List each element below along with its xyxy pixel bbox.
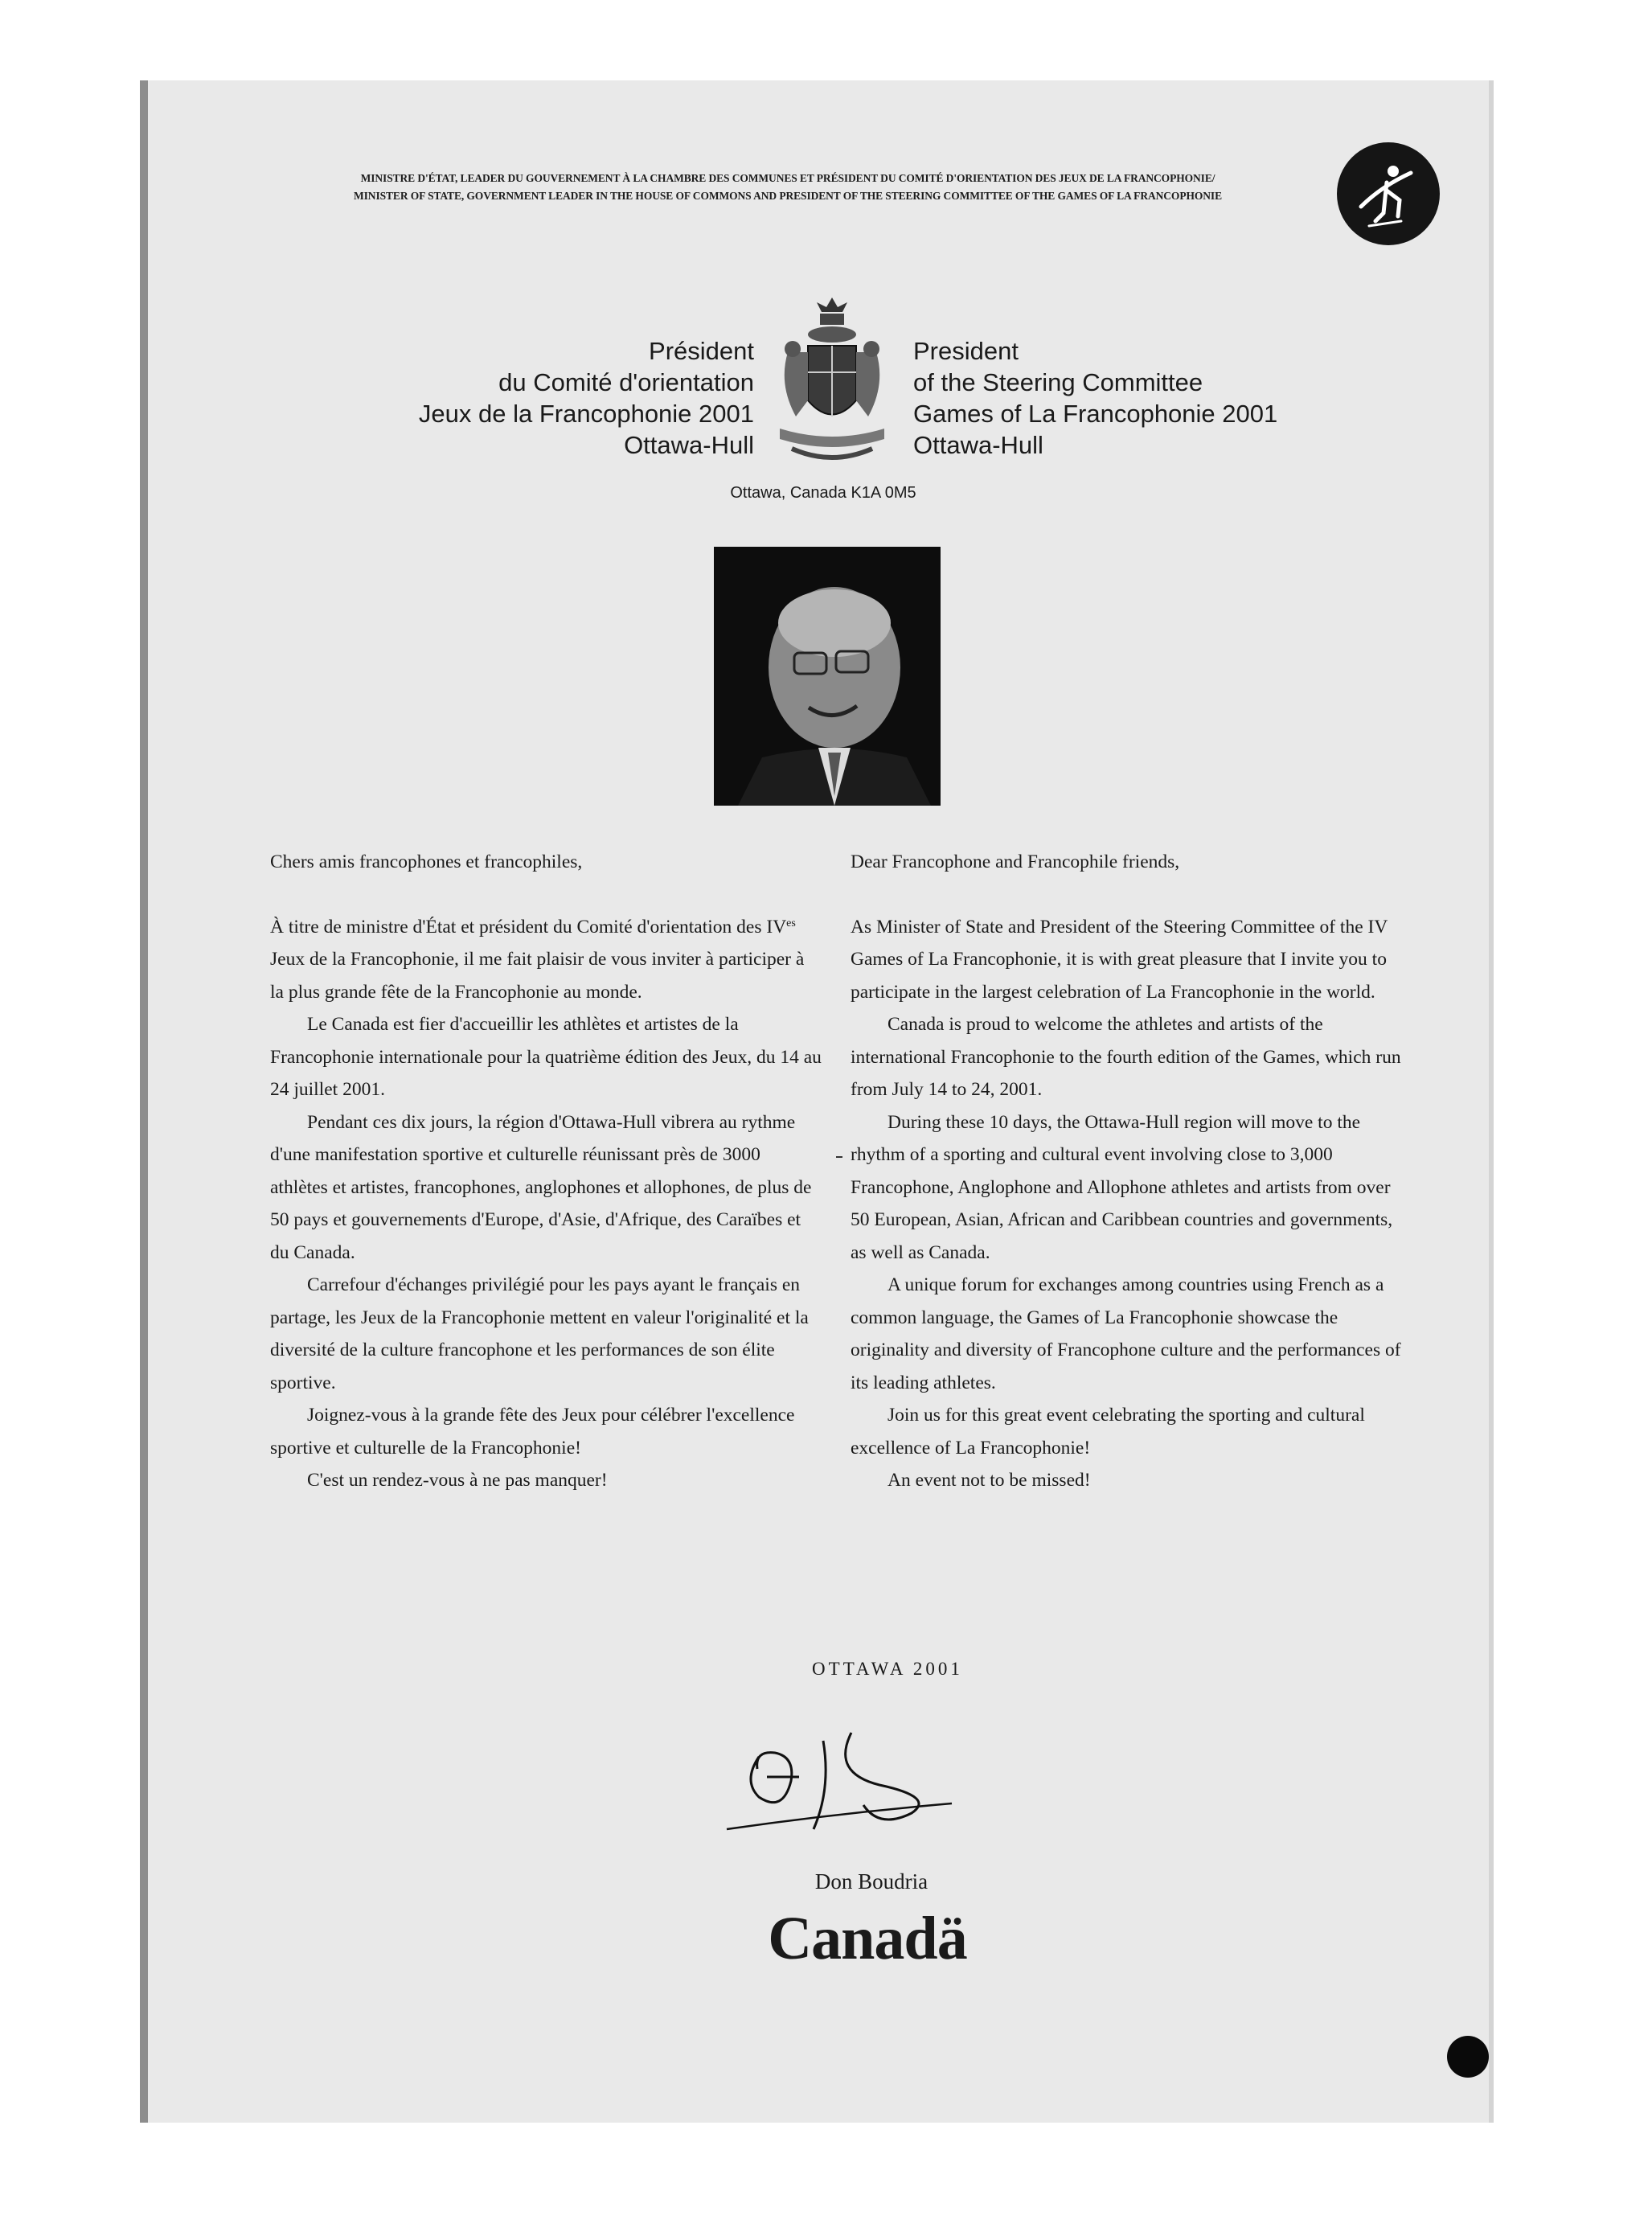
portrait-photo (714, 547, 941, 806)
letterhead-fr-line: Président (649, 337, 754, 365)
paragraph-fr-1b: Jeux de la Francophonie, il me fait plaisir de vous inviter à participer à la plus grande fête de la Francophonie au monde. (270, 949, 805, 1003)
letter-french-column (270, 846, 822, 1497)
paragraph-fr-4: Carrefour d'échanges privilégié pour les pays ayant le français en partage, les Jeux de la Francophonie mettent en valeur l'originalité et la diversité de la culture francophone et les performances de son élite sportive. (270, 1274, 809, 1393)
header-band (220, 170, 1355, 218)
header-line-fr: MINISTRE D'ÉTAT, LEADER DU GOUVERNEMENT À LA CHAMBRE DES COMMUNES ET PRÉSIDENT DU COMITÉ D'ORIENTATION DES JEUX DE LA FRANCOPHONIE/ (360, 172, 1215, 184)
letter-page (140, 80, 1494, 2123)
letter-english-column (851, 846, 1402, 1497)
paragraph-fr-3: Pendant ces dix jours, la région d'Ottawa-Hull vibrera au rythme d'une manifestation sportive et culturelle réunissant près de 3000 athlètes et artistes, francophones, anglophones et allophones, de plus de 50 pays et gouvernements d'Europe, d'Asie, d'Afrique, des Caraïbes et du Canada. (270, 1111, 812, 1263)
paragraph-en-2: Canada is proud to welcome the athletes and artists of the international Francophonie to the fourth edition of the Games, which run from July 14 to 24, 2001. (851, 1014, 1401, 1100)
letterhead-en-line: of the Steering Committee (913, 368, 1203, 396)
coat-of-arms-icon (764, 296, 900, 473)
canada-wordmark: Canadä (768, 1905, 967, 1972)
greeting-fr: Chers amis francophones et francophiles, (270, 851, 583, 872)
paragraph-en-4: A unique forum for exchanges among countries using French as a common language, the Games of La Francophonie showcase the originality and diversity of Francophone culture and the performances of its leading athletes. (851, 1274, 1401, 1393)
paragraph-en-3: During these 10 days, the Ottawa-Hull region will move to the rhythm of a sporting and cultural event involving close to 3,000 Francophone, Anglophone and Allophone athletes and artists from over 50 European, Asian, African and Caribbean countries and governments, as well as Canada. (851, 1111, 1393, 1263)
letterhead-en-line: Games of La Francophonie 2001 (913, 400, 1278, 428)
paragraph-en-5: Join us for this great event celebrating the sporting and cultural excellence of La Francophonie! (851, 1405, 1365, 1459)
page-marker-dot (1447, 2036, 1489, 2078)
letterhead-fr-line: du Comité d'orientation (498, 368, 754, 396)
signature-image (711, 1709, 1016, 1845)
paragraph-fr-5: Joignez-vous à la grande fête des Jeux pour célébrer l'excellence sportive et culturelle de la Francophonie! (270, 1405, 795, 1459)
games-logo-icon (1337, 142, 1440, 245)
paragraph-fr-1a: À titre de ministre d'État et président du Comité d'orientation des IV (270, 916, 787, 938)
letterhead-fr-line: Jeux de la Francophonie 2001 (418, 400, 754, 428)
address: Ottawa, Canada K1A 0M5 (730, 484, 916, 502)
superscript-es: es (786, 917, 796, 929)
letterhead-fr-line: Ottawa-Hull (624, 431, 754, 459)
letterhead-french (419, 335, 754, 461)
paragraph-en-1: As Minister of State and President of the Steering Committee of the IV Games of La Francophonie, it is with great pleasure that I invite you to participate in the largest celebration of La Francophonie in the world. (851, 916, 1388, 1003)
page-edge (140, 80, 148, 2123)
paragraph-fr-2: Le Canada est fier d'accueillir les athlètes et artistes de la Francophonie internationale pour la quatrième édition des Jeux, du 14 au 24 juillet 2001. (270, 1014, 822, 1100)
paragraph-en-6: An event not to be missed! (887, 1470, 1091, 1491)
signer-name: Don Boudria (814, 1869, 928, 1894)
divider-mark (836, 1156, 842, 1158)
paragraph-fr-1 (270, 911, 822, 1009)
header-line-en: MINISTER OF STATE, GOVERNMENT LEADER IN THE HOUSE OF COMMONS AND PRESIDENT OF THE STEERING COMMITTEE OF THE GAMES OF LA FRANCOPHONIE (354, 190, 1222, 202)
letterhead-en-line: President (913, 337, 1019, 365)
greeting-en: Dear Francophone and Francophile friends, (851, 851, 1180, 872)
place-date: OTTAWA 2001 (812, 1659, 963, 1679)
paragraph-fr-6: C'est un rendez-vous à ne pas manquer! (307, 1470, 608, 1491)
letterhead-en-line: Ottawa-Hull (913, 431, 1043, 459)
letterhead-english (913, 335, 1277, 461)
